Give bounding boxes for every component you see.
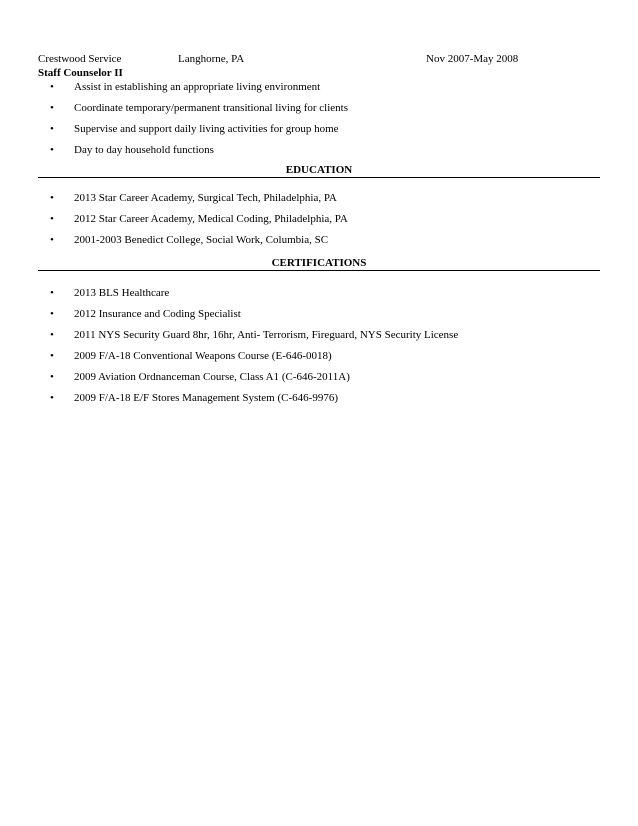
employer-name: Crestwood Service [38,53,122,65]
duty-text: Assist in establishing an appropriate living environment [74,81,321,93]
education-text: 2001-2003 Benedict College, Social Work, Columbia, SC [74,234,329,246]
bullet-icon: • [50,392,54,404]
certification-text: 2009 F/A-18 Conventional Weapons Course (E-646-0018) [74,350,332,362]
bullet-icon: • [50,287,54,299]
job-title: Staff Counselor II [38,67,123,79]
certifications-heading: CERTIFICATIONS [271,257,367,269]
duty-text: Day to day household functions [74,144,214,156]
education-text: 2013 Star Career Academy, Surgical Tech, Philadelphia, PA [74,192,337,204]
education-divider [38,177,600,178]
bullet-icon: • [50,192,54,204]
bullet-icon: • [50,308,54,320]
education-heading: EDUCATION [285,164,353,176]
bullet-icon: • [50,102,54,114]
certifications-divider [38,270,600,271]
certification-text: 2013 BLS Healthcare [74,287,170,299]
bullet-icon: • [50,213,54,225]
bullet-icon: • [50,81,54,93]
bullet-icon: • [50,329,54,341]
job-dates: Nov 2007-May 2008 [426,53,519,65]
bullet-icon: • [50,234,54,246]
duty-text: Coordinate temporary/permanent transitional living for clients [74,102,349,114]
certification-text: 2009 F/A-18 E/F Stores Management System (C-646-9976) [74,392,338,404]
bullet-icon: • [50,350,54,362]
job-header-line [38,53,598,67]
bullet-icon: • [50,371,54,383]
education-text: 2012 Star Career Academy, Medical Coding, Philadelphia, PA [74,213,348,225]
certification-text: 2012 Insurance and Coding Specialist [74,308,241,320]
duty-text: Supervise and support daily living activities for group home [74,123,339,135]
certification-text: 2009 Aviation Ordnanceman Course, Class A1 (C-646-2011A) [74,371,350,383]
certification-text: 2011 NYS Security Guard 8hr, 16hr, Anti- Terrorism, Fireguard, NYS Security License [74,329,459,341]
bullet-icon: • [50,123,54,135]
job-location: Langhorne, PA [178,53,245,65]
bullet-icon: • [50,144,54,156]
